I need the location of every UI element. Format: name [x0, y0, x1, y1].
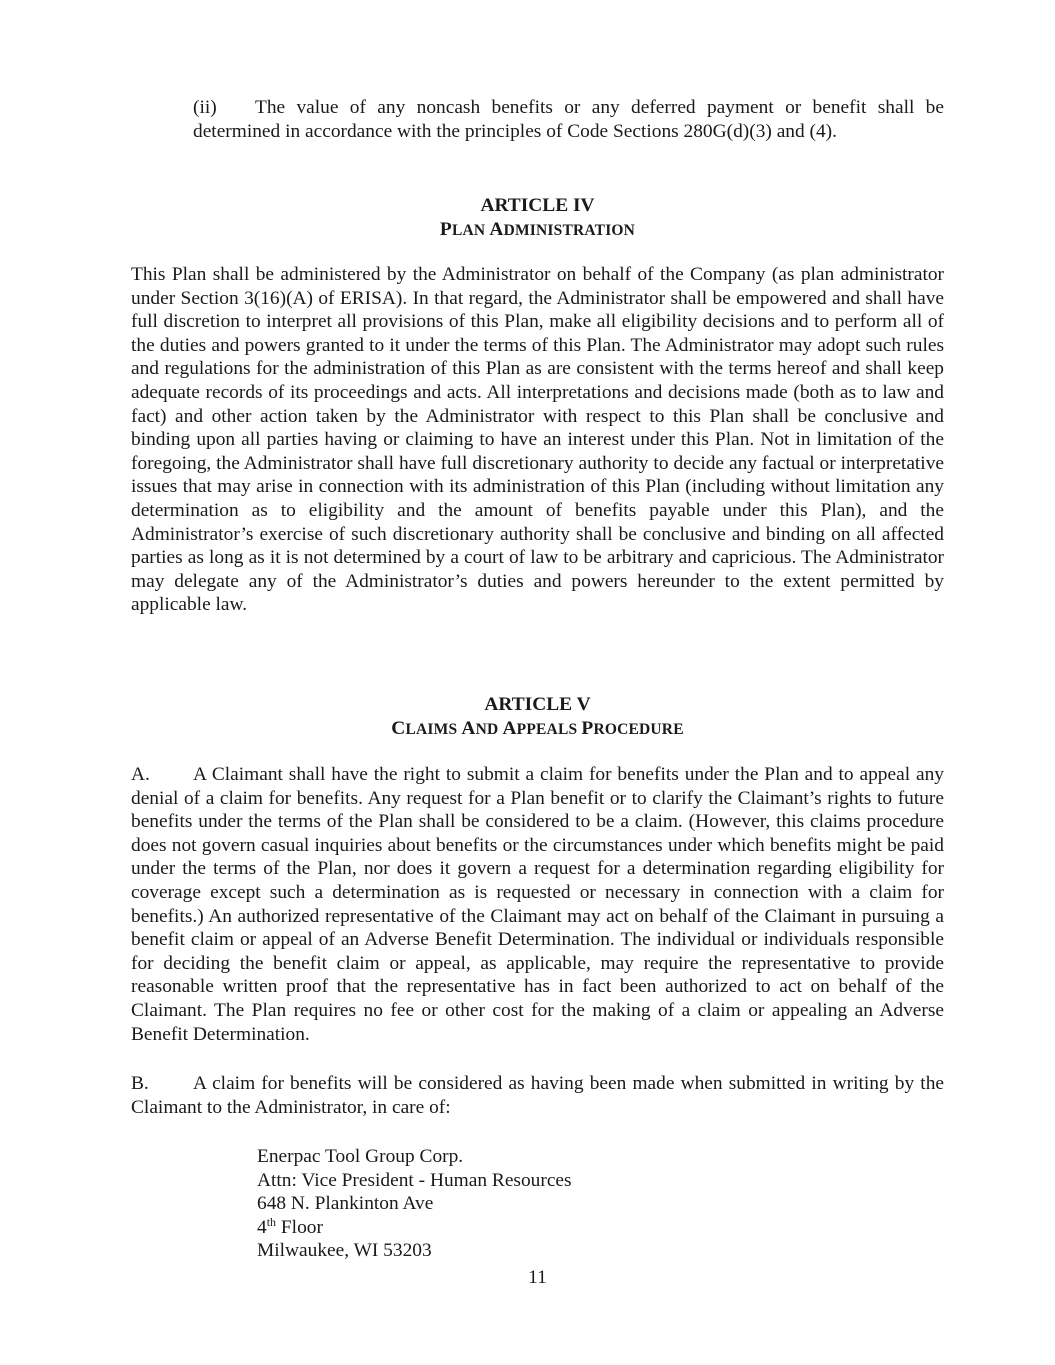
- article-iv-title: ARTICLE IV: [480, 195, 595, 216]
- address-city: Milwaukee, WI 53203: [257, 1240, 432, 1262]
- section-a: [131, 763, 944, 1046]
- address-floor: 4th Floor: [257, 1214, 323, 1238]
- article-iv-body: [131, 263, 944, 617]
- section-b-text: A claim for benefits will be considered as having been made when submitted in writing by the Claimant to the Administrator, in care of:: [131, 1073, 944, 1118]
- article-iv-heading: [131, 194, 944, 243]
- section-a-text: A Claimant shall have the right to submit a claim for benefits under the Plan and to appeal any denial of a claim for benefits. Any request for a Plan benefit or to clarify the Claimant’s rights to future benefits under the terms of the Plan shall be considered to be a claim. (However, this claims procedure does not govern casual inquiries about benefits or the circumstances under which benefits might be paid under the terms of the Plan, nor does it govern a request for a determination regarding eligibility for coverage except such a determination as is requested or necessary in connection with a claim for benefits.) An authorized representative of the Claimant may act on behalf of the Claimant in pursuing a benefit claim or appeal of an Adverse Benefit Determination. The individual or individuals responsible for deciding the benefit claim or appeal, as applicable, may require the representative to provide reasonable written proof that the representative has in fact been authorized to act on behalf of the Claimant. The Plan requires no fee or other cost for the making of a claim or appealing an Adverse Benefit Determination.: [131, 764, 944, 1045]
- section-b-label: B.: [131, 1073, 149, 1094]
- clause-ii-label: (ii): [193, 97, 217, 118]
- article-iv-subtitle: PLAN ADMINISTRATION: [439, 219, 636, 240]
- clause-ii: [193, 96, 944, 143]
- article-iv-paragraph: This Plan shall be administered by the Administrator on behalf of the Company (as plan administrator under Section 3(16)(A) of ERISA). In that regard, the Administrator shall be empowered and shall have full discretion to interpret all provisions of this Plan, make all eligibility decisions and to perform all of the duties and powers granted to it under the terms of this Plan. The Administrator may adopt such rules and regulations for the administration of this Plan as are consistent with the terms hereof and shall keep adequate records of its proceedings and acts. All interpretations and decisions made (both as to law and fact) and other action taken by the Administrator with respect to this Plan shall be conclusive and binding upon all parties having or claiming to have an interest under this Plan. Not in limitation of the foregoing, the Administrator shall have full discretionary authority to decide any factual or interpretative issues that may arise in connection with its administration of this Plan (including without limitation any determination as to eligibility and the amount of benefits payable under this Plan), and the Administrator’s exercise of such discretionary authority shall be conclusive and binding on all affected parties as long as it is not determined by a court of law to be arbitrary and capricious. The Administrator may delegate any of the Administrator’s duties and powers hereunder to the extent permitted by applicable law.: [131, 264, 944, 616]
- article-v-heading: [131, 693, 944, 742]
- section-b: [131, 1072, 944, 1119]
- address-block: [257, 1145, 572, 1263]
- address-attn: Attn: Vice President - Human Resources: [257, 1169, 572, 1191]
- address-company: Enerpac Tool Group Corp.: [257, 1146, 464, 1167]
- page-number: 11: [528, 1267, 547, 1288]
- address-street: 648 N. Plankinton Ave: [257, 1193, 434, 1215]
- article-v-subtitle: CLAIMS AND APPEALS PROCEDURE: [391, 718, 684, 739]
- section-a-label: A.: [131, 764, 150, 785]
- article-v-title: ARTICLE V: [484, 694, 591, 715]
- clause-ii-text: The value of any noncash benefits or any deferred payment or benefit shall be determined in accordance with the principles of Code Sections 280G(d)(3) and (4).: [193, 97, 944, 142]
